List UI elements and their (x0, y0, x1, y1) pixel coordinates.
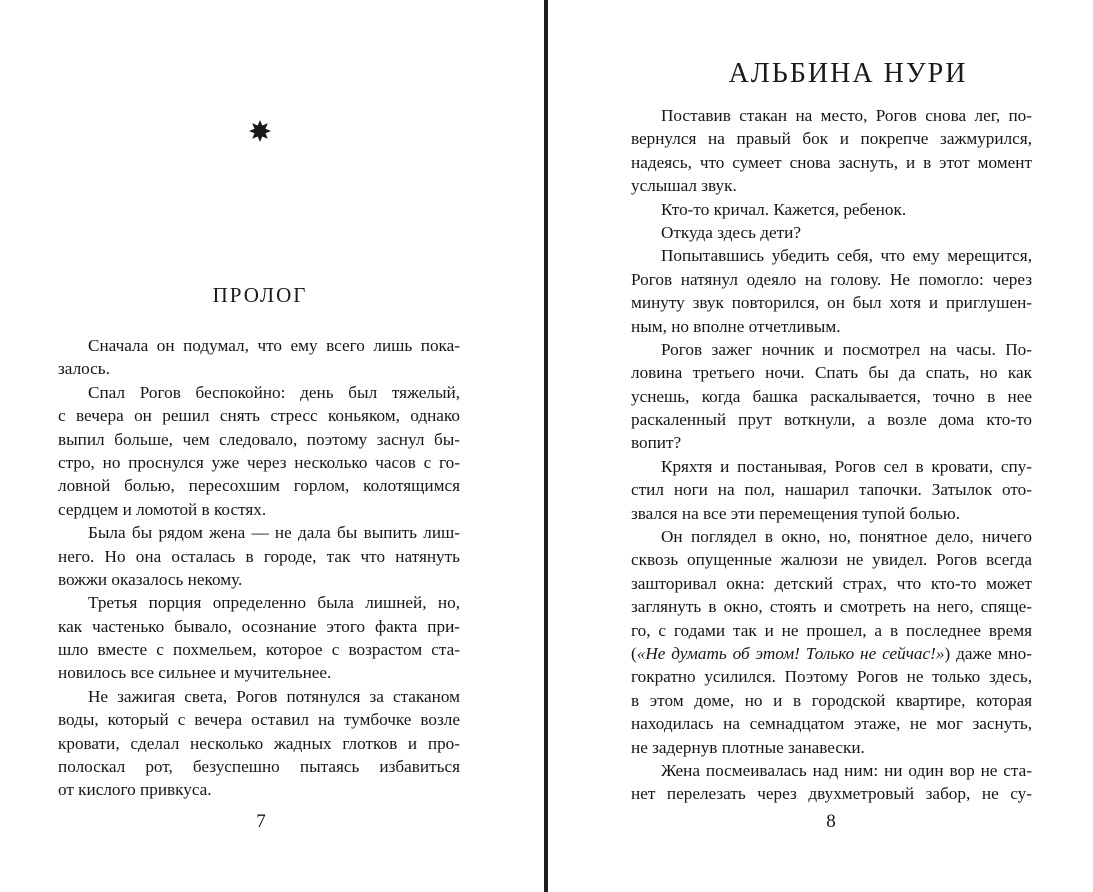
text-line: с вечера он решил снять стресс коньяком, однако (58, 406, 460, 426)
text-line: Жена посмеивалась над ним: ни один вор не ста- (661, 760, 1032, 780)
text-line: стил ноги на пол, нашарил тапочки. Затылок ото- (631, 480, 1032, 500)
left-body-text (58, 334, 460, 802)
text-line: не задернув плотные занавески. (631, 737, 865, 757)
text-line: полоскал рот, безуспешно пытаясь избавиться (58, 757, 460, 777)
text-line: вожжи оказалось некому. (58, 569, 243, 589)
text-line: ловной болью, пересохшим горлом, колотящимся (58, 476, 460, 496)
text-line: вернулся на правый бок и покрепче зажмурился, (631, 129, 1032, 149)
text-line: Он поглядел в окно, но, понятное дело, ничего (661, 527, 1032, 547)
text-line-with-italic (631, 642, 1032, 665)
star-ornament-icon (245, 116, 275, 146)
text-line: воды, который с вечера оставил на тумбочке возле (58, 710, 460, 730)
text-line: Рогов натянул одеяло на голову. Не помогло: через (631, 269, 1032, 289)
text-line: ловина третьего ночи. Спать бы да спать, но как (631, 363, 1032, 383)
text-line: го, с годами так и не прошел, а в последнее время (631, 620, 1032, 640)
text-line: заглянуть в окно, стоять и смотреть на него, спяще- (631, 597, 1032, 617)
text-line: Кряхтя и постанывая, Рогов сел в кровати, спу- (661, 456, 1032, 476)
text-line: Спал Рогов беспокойно: день был тяжелый, (88, 382, 460, 402)
page-number: 7 (256, 811, 266, 832)
text-line: Третья порция определенно была лишней, но, (88, 593, 460, 613)
left-page (0, 0, 544, 892)
text-line: находилась на семнадцатом этаже, не мог заснуть, (631, 714, 1032, 734)
text-line: Сначала он подумал, что ему всего лишь пока- (88, 336, 460, 355)
text-line: Была бы рядом жена — не дала бы выпить лиш- (88, 523, 460, 543)
text-line: ным, но вполне отчетливым. (631, 316, 841, 336)
text-line: от кислого привкуса. (58, 780, 212, 800)
page-number: 8 (826, 811, 836, 832)
text-line: минуту звук повторился, он был хотя и приглушен- (631, 293, 1032, 313)
text-line: раскаленный прут воткнули, а возле дома кто-то (631, 410, 1032, 430)
text-line: как частенько бывало, осознание этого факта при- (58, 616, 460, 636)
line-tail: даже мно- (956, 643, 1032, 663)
text-line: гократно усилился. Поэтому Рогов не только здесь, (631, 667, 1032, 687)
right-body-text (631, 104, 1032, 806)
text-line: шло вместе с похмельем, которое с возрастом ста- (58, 640, 460, 660)
right-page (548, 0, 1093, 892)
running-head-author: АЛЬБИНА НУРИ (728, 58, 968, 89)
text-line: Откуда здесь дети? (661, 222, 801, 242)
text-line: звался на все эти перемещения тупой болью. (631, 503, 960, 523)
text-line: вопит? (631, 433, 682, 453)
text-line: Не зажигая света, Рогов потянулся за стаканом (88, 686, 460, 706)
paren-close: ) (944, 643, 951, 663)
text-line: залось. (58, 359, 110, 379)
text-line: надеясь, что сумеет снова заснуть, и в этот момент (631, 152, 1032, 172)
text-line: Попытавшись убедить себя, что ему мерещится, (661, 246, 1032, 266)
text-line: сердцем и ломотой в костях. (58, 499, 267, 519)
text-line: стро, но проснулся уже через несколько часов с го- (58, 452, 460, 472)
text-line: выпил больше, чем следовало, поэтому заснул бы- (58, 429, 460, 449)
text-line: Кто-то кричал. Кажется, ребенок. (661, 199, 907, 219)
text-line: Рогов зажег ночник и посмотрел на часы. По- (661, 339, 1032, 359)
text-line: кровати, сделал несколько жадных глотков и про- (58, 733, 460, 753)
text-line: зашторивал окна: детский страх, что кто-то может (631, 573, 1032, 593)
italic-thought: «Не думать об этом! Только не сейчас!» (636, 643, 945, 663)
text-line: в этом доме, но и в городской квартире, которая (631, 690, 1032, 710)
text-line: него. Но она осталась в городе, так что натянуть (58, 546, 460, 566)
text-line: Поставив стакан на место, Рогов снова лег, по- (661, 106, 1032, 125)
paren-open: ( (631, 643, 637, 663)
text-line: уснешь, когда башка раскалывается, точно в нее (631, 386, 1032, 406)
text-line: новилось все сильнее и мучительнее. (58, 663, 332, 683)
text-line: сквозь опущенные жалюзи не увидел. Рогов всегда (631, 550, 1032, 570)
text-line: нет перелезать через двухметровый забор, не су- (631, 784, 1032, 804)
chapter-title: ПРОЛОГ (212, 283, 308, 307)
text-line: услышал звук. (631, 176, 737, 196)
